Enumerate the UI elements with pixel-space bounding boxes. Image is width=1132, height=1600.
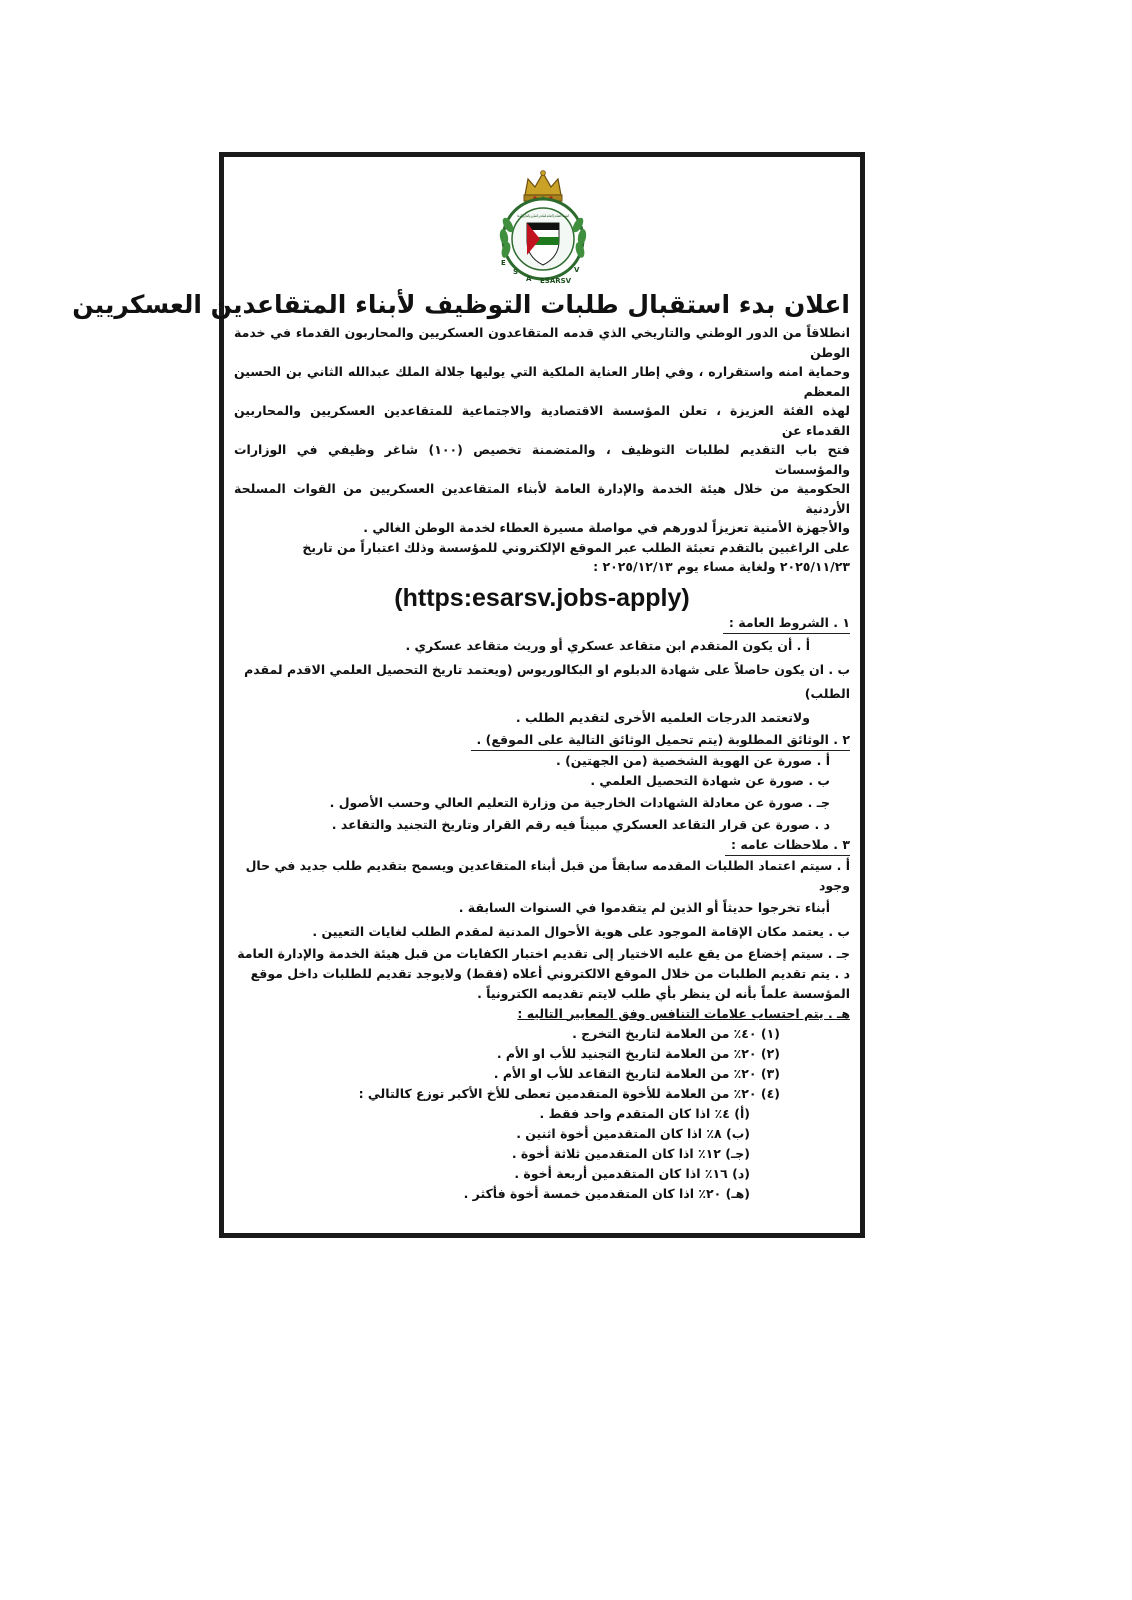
apply-line: ٢٠٢٥/١١/٢٣ ولغاية مساء يوم ٢٠٢٥/١٢/١٣ : [593,559,850,574]
crown-icon [524,171,562,201]
intro-line: فتح باب التقديم لطلبات التوظيف ، والمتضمنة تخصيص (١٠٠) شاغر وظيفي في الوزارات والمؤسسات [234,442,850,477]
section-required-documents [234,730,850,835]
intro-line: الحكومية من خلال هيئة الخدمة والإدارة العامة لأبناء المتقاعدين العسكريين من القوات المسلحة الأردنية [234,481,850,516]
intro-line: انطلاقاً من الدور الوطني والتاريخي الذي قدمه المتقاعدون العسكريين والمحاربون القدماء في خدمة الوطن [234,325,850,360]
sibling-item: (هـ) ٢٠٪ اذا كان المتقدمين خمسة أخوة فأكثر . [463,1185,750,1201]
list-item: جـ . صورة عن معادلة الشهادات الخارجية من وزارة التعليم العالي وحسب الأصول . [329,794,830,810]
svg-text:E: E [501,259,506,267]
criteria-item: (٢) ٢٠٪ من العلامة لتاريخ التجنيد للأب او الأم . [496,1045,780,1061]
apply-line: على الراغبين بالتقدم تعبئة الطلب عبر الموقع الإلكتروني للمؤسسة وذلك اعتباراً من تاريخ [302,539,850,555]
svg-text:S: S [513,268,519,276]
list-item: أ . أن يكون المتقدم ابن متقاعد عسكري أو وريث متقاعد عسكري . [405,637,810,653]
list-item: ولاتعتمد الدرجات العلميه الأخرى لتقديم الطلب . [515,709,810,725]
apply-url-link[interactable]: (https:esarsv.jobs-apply) [394,583,690,612]
page-title: اعلان بدء استقبال طلبات التوظيف لأبناء المتقاعدين العسكريين [72,290,850,319]
criteria-item: (١) ٤٠٪ من العلامة لتاريخ التخرج . [572,1025,780,1041]
logo-center-text: المؤسسة الاقتصادية والاجتماعية للمتقاعدين العسكريين والمحاربين القدماء [517,213,569,218]
section-general-notes [234,835,850,1204]
logo-ring-text: ESARSV [540,277,572,285]
sibling-item: (أ) ٤٪ اذا كان المتقدم واحد فقط . [539,1105,750,1121]
intro-line: وحماية امنه واستقراره ، وفي إطار العناية الملكية التي يوليها جلالة الملك عبدالله الثاني بن الحسين المعظم [234,364,850,399]
list-item: أبناء تخرجوا حديثاً أو الذين لم يتقدموا في السنوات السابقة . [458,899,830,915]
list-item: المؤسسة علماً بأنه لن ينظر بأي طلب لايتم تقديمه الكترونياً . [477,985,850,1001]
apply-paragraph [234,538,850,577]
announcement-body [72,289,850,1204]
list-item: جـ . سيتم إخضاع من يقع عليه الاختيار إلى تقديم اختبار الكفايات من قبل هيئة الخدمة والإدارة العامة [237,945,850,961]
list-item: أ . سيتم اعتماد الطلبات المقدمه سابقاً من قبل أبناء المتقاعدين ويسمح بتقديم طلب جديد في حال وجود [245,857,850,893]
announcement-box [72,152,865,1238]
list-item: ب . ان يكون حاصلاً على شهادة الدبلوم او البكالوريوس (ويعتمد تاريخ التحصيل العلمي الاقدم لمقدم الطلب) [244,661,850,701]
intro-line: لهذه الفئة العزيزة ، تعلن المؤسسة الاقتصادية والاجتماعية للمتقاعدين العسكريين والمحاربين القدماء عن [234,403,850,438]
list-item: ب . يعتمد مكان الإقامة الموجود على هوية الأحوال المدنية لمقدم الطلب لغايات التعيين . [312,923,850,939]
criteria-item: (٣) ٢٠٪ من العلامة لتاريخ التقاعد للأب او الأم . [493,1065,780,1081]
svg-text:V: V [574,266,580,274]
svg-text:A: A [526,275,532,283]
list-item: د . صورة عن قرار التقاعد العسكري مبيناً فيه رقم القرار وتاريخ التجنيد والتقاعد . [331,816,830,832]
section-heading: ١ . الشروط العامة : [723,613,850,634]
intro-paragraph [234,323,850,538]
sibling-item: (ب) ٨٪ اذا كان المتقدمين أخوة اثنين . [516,1125,750,1141]
criteria-item: (٤) ٢٠٪ من العلامة للأخوة المتقدمين تعطى للأخ الأكبر توزع كالتالي : [358,1085,780,1101]
intro-line: والأجهزة الأمنية تعزيزاً لدورهم في مواصلة مسيرة العطاء لخدمة الوطن الغالي . [363,520,850,535]
list-item: ب . صورة عن شهادة التحصيل العلمي . [590,772,830,788]
list-item: د . يتم تقديم الطلبات من خلال الموقع الالكتروني أعلاه (فقط) ولايوجد تقديم للطلبات داخل موقع [250,965,850,981]
esarsv-emblem-logo [478,165,608,287]
criteria-heading: هـ . يتم احتساب علامات التنافس وفق المعايير التاليه : [517,1005,850,1021]
section-heading: ٣ . ملاحظات عامه : [725,835,850,856]
sibling-item: (جـ) ١٢٪ اذا كان المتقدمين ثلاثة أخوة . [511,1145,750,1161]
sibling-item: (د) ١٦٪ اذا كان المتقدمين أربعة أخوة . [514,1165,750,1181]
section-general-conditions [234,613,850,730]
section-heading: ٢ . الوثائق المطلوبة (يتم تحميل الوثائق التالية على الموقع) . [471,730,850,751]
list-item: أ . صورة عن الهوية الشخصية (من الجهتين) . [555,752,830,768]
